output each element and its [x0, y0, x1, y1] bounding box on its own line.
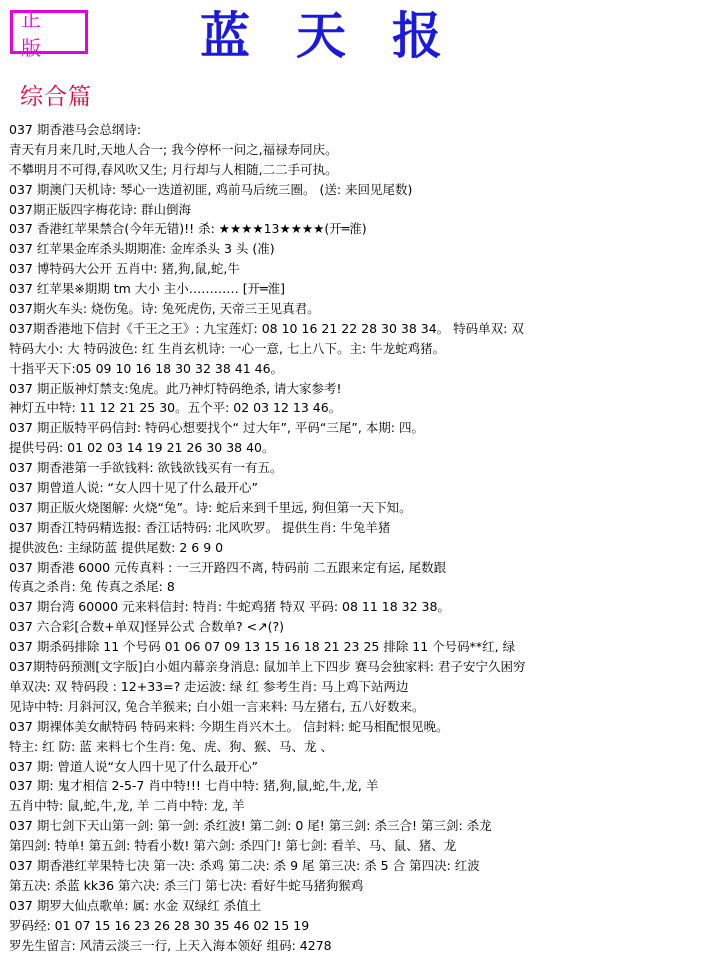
text-line: 037 博特码大公开 五肖中: 猪,狗,鼠,蛇,牛: [9, 261, 240, 277]
text-line: 十指平天下:05 09 10 16 18 30 32 38 41 46。: [9, 360, 284, 376]
section-heading: 综合篇: [20, 84, 92, 110]
text-line: 罗先生留言: 风清云淡三一行, 上天入海本领好 组码: 4278: [9, 937, 332, 953]
text-line: 037 期香港红苹果特七决 第一决: 杀鸡 第二决: 杀 9 尾 第三决: 杀 5 合 第四决: 红波: [9, 857, 480, 873]
genuine-edition-badge: 正 版: [10, 10, 88, 54]
text-line: 037 期曾道人说: “女人四十见了什么最开心”: [9, 480, 258, 496]
text-line: 罗码经: 01 07 15 16 23 26 28 30 35 46 02 15 19: [9, 917, 310, 933]
text-line: 037 期香港马会总纲诗:: [9, 122, 142, 137]
text-line: 不攀明月不可得,春风吹又生; 月行却与人相随,二二手可执。: [9, 161, 338, 177]
text-line: 037 期杀码排除 11 个号码 01 06 07 09 13 15 16 18 21 23 25 排除 11 个号码**红, 绿: [9, 639, 516, 655]
text-line: 037期特码预测[文字版]白小姐内幕亲身消息: 鼠加羊上下四步 赛马会独家料: 君子安宁久困穷: [9, 659, 526, 675]
text-line: 037 期台湾 60000 元来料信封: 特肖: 牛蛇鸡猪 特双 平码: 08 11 18 32 38。: [9, 599, 450, 615]
text-line: 037 期香港第一手欲钱料: 欲钱欲钱买有一有五。: [9, 460, 283, 476]
text-line: 见诗中特: 月斜河汉, 兔合羊猴来; 白小姐一言来料: 马左猪右, 五八好数来。: [9, 698, 425, 714]
text-line: 第五决: 杀蓝 kk36 第六决: 杀三门 第七决: 看好牛蛇马猪狗猴鸡: [9, 877, 364, 893]
text-line: 037 期: 鬼才相信 2-5-7 肖中特!!! 七肖中特: 猪,狗,鼠,蛇,牛,龙, 羊: [9, 778, 379, 794]
text-line: 037期香港地下信封《千王之王》: 九宝莲灯: 08 10 16 21 22 28 30 38 34。 特码单双: 双: [9, 320, 524, 336]
text-line: 五肖中特: 鼠,蛇,牛,龙, 羊 二肖中特: 龙, 羊: [9, 798, 245, 814]
text-line: 037 期澳门天机诗: 琴心一迭道初匪, 鸡前马后统三圈。 (送: 来回见尾数): [9, 181, 413, 197]
text-line: 037 香港红苹果禁合(今年无错)!! 杀: ★★★★13★★★★(开═淮): [9, 221, 367, 237]
text-line: 神灯五中特: 11 12 21 25 30。五个平: 02 03 12 13 46。: [9, 400, 342, 416]
text-line: 037 期香江特码精选报: 香江话特码: 北风吹罗。 提供生肖: 牛兔羊猪: [9, 519, 391, 535]
article-lines: [9, 120, 705, 955]
text-line: 提供波色: 主绿防蓝 提供尾数: 2 6 9 0: [9, 539, 224, 555]
text-line: 037 期正版神灯禁支:兔虎。此乃神灯特码绝杀, 请大家参考!: [9, 380, 342, 396]
text-line: 037 红苹果※期期 tm 大小 主小………… [开═淮]: [9, 281, 286, 297]
text-line: 037 期正版特平码信封: 特码心想要找个“ 过大年”, 平码“三尾”, 本期: 四。: [9, 420, 424, 436]
text-line: 第四剑: 特单! 第五剑: 特看小数! 第六剑: 杀四门! 第七剑: 看羊、马、鼠、猪、龙: [9, 838, 457, 854]
text-line: 037 期正版火烧图解: 火烧“兔”。诗: 蛇后来到千里远, 狗但第一天下知。: [9, 499, 412, 515]
text-line: 037 期: 曾道人说“女人四十见了什么最开心”: [9, 758, 258, 774]
text-line: 青天有月来几时,天地人合一; 我今停杯一问之,福禄寿同庆。: [9, 141, 338, 157]
text-line: 037期火车头: 烧伤兔。诗: 兔死虎伤, 天帝三王见真君。: [9, 301, 320, 317]
text-line: 037 期裸体美女献特码 特码来料: 今期生肖兴木土。 信封料: 蛇马相配恨见晚。: [9, 718, 449, 734]
text-line: 提供号码: 01 02 03 14 19 21 26 30 38 40。: [9, 440, 275, 456]
text-line: 037 红苹果金库杀头期期准: 金库杀头 3 头 (准): [9, 241, 275, 257]
text-line: 037 期罗大仙点歌单: 属: 水金 双绿红 杀值土: [9, 897, 262, 913]
text-line: 037期正版四字梅花诗: 群山倒海: [9, 201, 192, 217]
text-line: 037 期七剑下天山第一剑: 第一剑: 杀红波! 第二剑: 0 尾! 第三剑: 杀三合! 第三剑: 杀龙: [9, 818, 492, 834]
text-line: 传真之杀肖: 兔 传真之杀尾: 8: [9, 579, 175, 595]
text-line: 特主: 红 防: 蓝 来料七个生肖: 兔、虎、狗、猴、马、龙 、: [9, 738, 333, 754]
text-line: 037 六合彩[合数+单双]怪异公式 合数单? <↗(?): [9, 619, 284, 635]
text-line: 单双决: 双 特码段 : 12+33=? 走运波: 绿 红 参考生肖: 马上鸡下站两边: [9, 678, 409, 694]
text-line: 037 期香港 6000 元传真料 : 一三开路四不离, 特码前 二五跟来定有运, 尾数跟: [9, 559, 447, 575]
text-line: 特码大小: 大 特码波色: 红 生肖玄机诗: 一心一意, 七上八下。主: 牛龙蛇鸡猪。: [9, 340, 446, 356]
newspaper-title: 蓝天报: [200, 6, 488, 65]
